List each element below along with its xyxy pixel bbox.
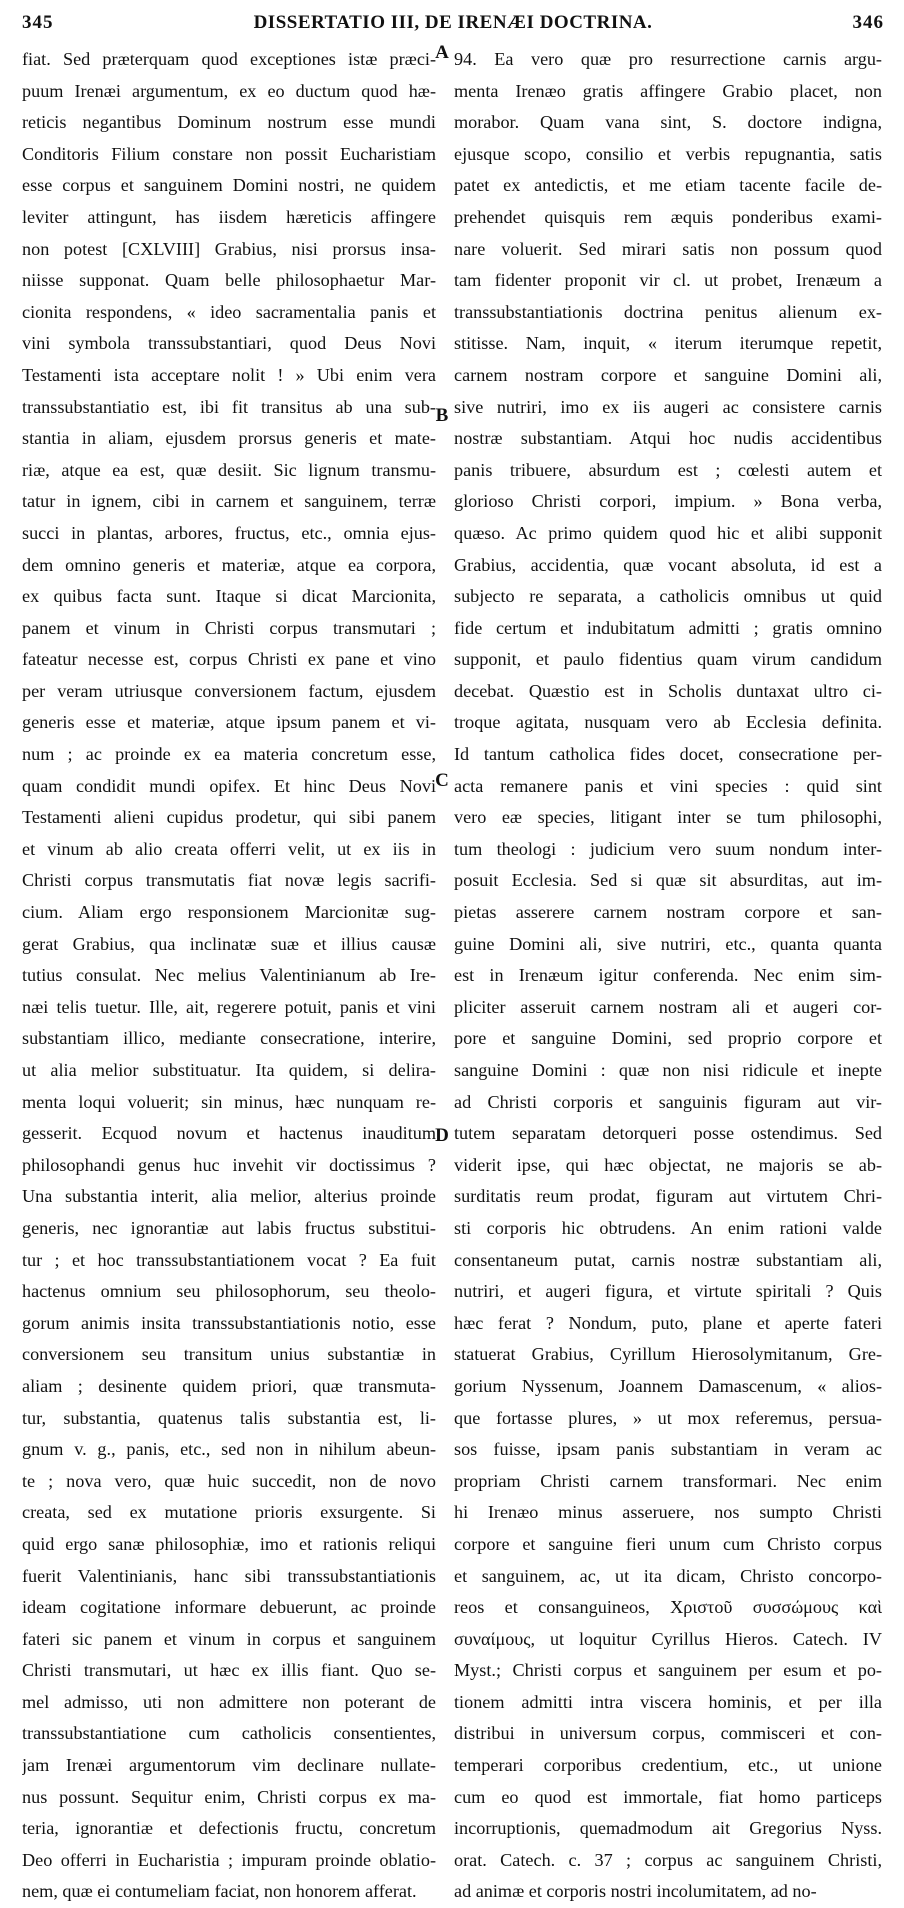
text-line: cium. Aliam ergo responsionem Marcionitæ sug- xyxy=(22,902,436,923)
text-line: substantiam illico, mediante consecratione, interire, xyxy=(22,1028,436,1049)
text-line: menta Irenæo gratis affingere Grabio placet, non xyxy=(454,80,882,101)
text-line: Christi corpus transmutatis fiat novæ legis sacrifi- xyxy=(22,870,436,891)
text-line: tutius consulat. Nec melius Valentinianum ab Ire- xyxy=(22,965,436,986)
text-line: orat. Catech. c. 37 ; corpus ac sanguinem Christi, xyxy=(454,1849,882,1870)
text-line: quid ergo sanæ philosophiæ, imo et rationis reliqui xyxy=(22,1533,436,1554)
text-line: pliciter asseruit carnem nostram ali et augeri cor- xyxy=(454,996,882,1017)
margin-marker-d: D xyxy=(435,1125,449,1146)
text-line: gesserit. Ecquod novum et hactenus inauditum xyxy=(22,1123,436,1144)
text-line: hi Irenæo minus asseruere, nos sumpto Christi xyxy=(454,1502,882,1523)
text-line: stitisse. Nam, inquit, « iterum iterumque repetit, xyxy=(454,333,882,354)
text-line: gorium Nyssenum, Joannem Damascenum, « alios- xyxy=(454,1375,882,1396)
text-line: per veram utriusque conversionem factum, ejusdem xyxy=(22,680,436,701)
text-line: et vinum ab alio creata offerri velit, ut ex iis in xyxy=(22,838,436,859)
text-line: mel admisso, uti non admittere non poterant de xyxy=(22,1691,436,1712)
text-line: ad animæ et corporis nostri incolumitatem, ad no- xyxy=(454,1881,817,1902)
text-line: te ; nova vero, quæ huic succedit, non de novo xyxy=(22,1470,436,1491)
text-line: patet ex antedictis, et me etiam tacente facile de- xyxy=(454,175,882,196)
text-line: Deo offerri in Eucharistia ; impuram proinde oblatio- xyxy=(22,1849,436,1870)
text-line: supponit, et paulo fidentius quam virum candidum xyxy=(454,649,882,670)
text-line: cionita respondens, « ideo sacramentalia panis et xyxy=(22,301,436,322)
text-line: nem, quæ ei contumeliam faciat, non honorem afferat. xyxy=(22,1881,417,1902)
text-line: succi in plantas, arbores, fructus, etc., omnia ejus- xyxy=(22,522,436,543)
text-line: Testamenti alieni cupidus prodetur, qui sibi panem xyxy=(22,807,436,828)
text-line: fide certum et indubitatum admitti ; gratis omnino xyxy=(454,617,882,638)
text-line: fiat. Sed præterquam quod exceptiones istæ præci- xyxy=(22,49,436,69)
text-line: tionem admitti intra viscera hominis, et per illa xyxy=(454,1691,882,1712)
text-line: sive nutriri, imo ex iis augeri ac consistere carnis xyxy=(454,396,882,417)
text-line: que fortasse plures, » ut mox referemus, persua- xyxy=(454,1407,882,1428)
text-line: gerat Grabius, qua inclinatæ suæ et illius causæ xyxy=(22,933,436,954)
text-line: philosophandi genus huc invehit vir doctissimus ? xyxy=(22,1154,436,1175)
page-number-right: 346 xyxy=(852,12,884,33)
text-line: tum theologi : judicium vero suum nondum inter- xyxy=(454,838,882,859)
text-line: gnum v. g., panis, etc., sed non in nihilum abeun- xyxy=(22,1439,436,1460)
text-line: non potest [CXLVIII] Grabius, nisi prorsus insa- xyxy=(22,238,436,259)
margin-marker-b: B xyxy=(435,405,449,426)
running-title: DISSERTATIO III, DE IRENÆI DOCTRINA. xyxy=(253,12,653,33)
text-line: posuit Ecclesia. Sed si quæ sit absurditas, aut im- xyxy=(454,870,882,891)
page-number-left: 345 xyxy=(22,12,54,33)
text-line: subjecto re separata, a catholicis omnibus ut quid xyxy=(454,586,882,607)
text-line: transsubstantiatio est, ibi fit transitus ab una sub- xyxy=(22,396,436,417)
text-line: dem omnino generis et materiæ, atque ea corpora, xyxy=(22,554,436,575)
text-line: hæc ferat ? Nondum, puto, plane et aperte fateri xyxy=(454,1312,882,1333)
text-line: tatur in ignem, cibi in carnem et sanguinem, terræ xyxy=(22,491,436,512)
text-line: Conditoris Filium constare non possit Eucharistiam xyxy=(22,143,436,164)
text-line: ejusque scopo, consilio et verbis repugnantia, satis xyxy=(454,143,882,164)
text-line: Testamenti ista acceptare nolit ! » Ubi enim vera xyxy=(22,364,436,385)
text-line: morabor. Quam vana sint, S. doctore indigna, xyxy=(454,112,882,133)
text-line: nus possunt. Sequitur enim, Christi corpus ex ma- xyxy=(22,1786,436,1807)
text-line: propriam Christi carnem transformari. Nec enim xyxy=(454,1470,882,1491)
text-line: sti corporis hic obtrudens. An enim rationi valde xyxy=(454,1217,882,1238)
text-line: transsubstantiatione cum catholicis consentientes, xyxy=(22,1723,436,1744)
text-line: panem et vinum in Christi corpus transmutari ; xyxy=(22,617,436,638)
text-line: tam fidenter proponit vir cl. ut probet, Irenæum a xyxy=(454,270,882,291)
text-line: creata, sed ex mutatione prioris exsurgente. Si xyxy=(22,1502,436,1523)
text-line: stantia in aliam, ejusdem prorsus generis et mate- xyxy=(22,428,436,449)
text-line: et sanguinem, ac, ut ita dicam, Christo concorpo- xyxy=(454,1565,882,1586)
right-column xyxy=(454,44,882,1908)
text-line: ideam cogitatione informare debuerunt, ac proinde xyxy=(22,1597,436,1618)
text-line: panis tribuere, absurdum est ; cœlesti autem et xyxy=(454,459,882,480)
text-line: nostræ substantiam. Atqui hoc nudis accidentibus xyxy=(454,428,882,449)
text-line: reos et consanguineos, Χριστοῦ συσσώμους καὶ xyxy=(454,1597,882,1618)
margin-marker-c: C xyxy=(435,770,449,791)
text-line: riæ, atque ea est, quæ desiit. Sic lignum transmu- xyxy=(22,459,436,480)
text-line: hactenus omnium seu philosophorum, seu theolo- xyxy=(22,1281,436,1302)
text-line: nutriri, et augeri figura, et virtute spiritali ? Quis xyxy=(454,1281,882,1302)
text-line: Myst.; Christi corpus et sanguinem per esum et po- xyxy=(454,1660,882,1681)
text-line: troque agitata, nusquam vero ab Ecclesia definita. xyxy=(454,712,882,733)
text-line: fateri sic panem et vinum in corpus et sanguinem xyxy=(22,1628,436,1649)
text-line: næi telis tuetur. Ille, ait, regerere potuit, panis et vini xyxy=(22,996,436,1017)
text-line: quæso. Ac primo quidem quod hic et alibi supponit xyxy=(454,522,882,543)
text-line: pietas asserere carnem nostram corpore et san- xyxy=(454,902,882,923)
text-line: tutem separatam detorqueri posse ostendimus. Sed xyxy=(454,1123,882,1144)
left-column xyxy=(22,44,436,1908)
text-line: menta loqui voluerit; sin minus, hæc nunquam re- xyxy=(22,1091,436,1112)
text-line: temperari corporibus credentium, etc., ut unione xyxy=(454,1755,882,1776)
text-line: Id tantum catholica fides docet, consecratione per- xyxy=(454,744,882,765)
text-line: prehendet quisquis rem æquis ponderibus exami- xyxy=(454,206,882,227)
text-line: Una substantia interit, alia melior, alterius proinde xyxy=(22,1186,436,1207)
text-line: generis, nec ignorantiæ aut labis fructus substitui- xyxy=(22,1217,436,1238)
text-line: gorum animis insita transsubstantiationis notio, esse xyxy=(22,1312,436,1333)
text-line: jam Irenæi argumentorum vim declinare nullate- xyxy=(22,1755,436,1776)
text-line: decebat. Quæstio est in Scholis duntaxat ultro ci- xyxy=(454,680,882,701)
text-line: transsubstantiationis doctrina penitus alienum ex- xyxy=(454,301,882,322)
page-header xyxy=(22,12,884,42)
text-line: leviter attingunt, has iisdem hæreticis affingere xyxy=(22,206,436,227)
text-line: Christi transmutari, ut hæc ex illis fiant. Quo se- xyxy=(22,1660,436,1681)
text-line: carnem nostram corpore et sanguine Domini ali, xyxy=(454,364,882,385)
text-line: num ; ac proinde ex ea materia concretum esse, xyxy=(22,744,436,765)
text-line: distribui in universum corpus, commisceri et con- xyxy=(454,1723,882,1744)
text-line: sanguine Domini : quæ non nisi ridicule et inepte xyxy=(454,1060,882,1080)
text-line: consentaneum putat, carnis nostræ substantiam ali, xyxy=(454,1249,882,1270)
text-line: sos fuisse, ipsam panis substantiam in veram ac xyxy=(454,1439,882,1460)
text-line: teria, ignorantiæ et defectionis fructu, concretum xyxy=(22,1818,436,1839)
text-line: tur, substantia, quatenus talis substantia est, li- xyxy=(22,1407,436,1428)
text-line: statuerat Grabius, Cyrillum Hierosolymitanum, Gre- xyxy=(454,1344,882,1365)
text-line: surditatis reum prodat, figuram aut virtutem Chri- xyxy=(454,1186,882,1207)
text-line: niisse supponat. Quam belle philosophaetur Mar- xyxy=(22,270,436,291)
text-line: guine Domini ali, sive nutriri, etc., quanta quanta xyxy=(454,933,882,954)
text-line: ad Christi corporis et sanguinis figuram aut vir- xyxy=(454,1091,882,1112)
text-line: fuerit Valentinianis, hanc sibi transsubstantiationis xyxy=(22,1565,436,1586)
text-line: corpore et sanguine fieri unum cum Christo corpus xyxy=(454,1533,882,1554)
text-line: esse corpus et sanguinem Domini nostri, ne quidem xyxy=(22,175,436,196)
text-line: vero eæ species, litigant inter se tum philosophi, xyxy=(454,807,882,828)
text-line: nare voluerit. Sed mirari satis non possum quod xyxy=(454,238,882,259)
text-line: incorruptionis, quemadmodum ait Gregorius Nyss. xyxy=(454,1818,882,1839)
margin-marker-a: A xyxy=(435,42,449,63)
text-line: acta remanere panis et vini species : quid sint xyxy=(454,775,882,796)
text-line: conversionem seu transitum unius substantiæ in xyxy=(22,1344,436,1365)
text-line: puum Irenæi argumentum, ex eo ductum quod hæ- xyxy=(22,80,436,101)
text-line: ex quibus facta sunt. Itaque si dicat Marcionita, xyxy=(22,586,436,607)
text-line: quam condidit mundi opifex. Et hinc Deus Novi xyxy=(22,775,436,796)
text-line: viderit ipse, qui hæc objectat, ne majoris se ab- xyxy=(454,1154,882,1175)
text-line: cum eo quod est immortale, fiat homo particeps xyxy=(454,1786,882,1807)
text-line: glorioso Christi corpori, impium. » Bona verba, xyxy=(454,491,882,512)
text-line: 94. Ea vero quæ pro resurrectione carnis argu- xyxy=(454,49,882,69)
text-line: συναίμους, ut loquitur Cyrillus Hieros. Catech. IV xyxy=(454,1628,882,1649)
text-line: est in Irenæum igitur conferenda. Nec enim sim- xyxy=(454,965,882,986)
text-line: reticis negantibus Dominum nostrum esse mundi xyxy=(22,112,436,133)
text-line: Grabius, accidentia, quæ vocant absoluta, id est a xyxy=(454,554,882,575)
text-line: ut alia melior substituatur. Ita quidem, si delira- xyxy=(22,1060,436,1080)
text-line: aliam ; desinente quidem priori, quæ transmuta- xyxy=(22,1375,436,1396)
text-line: pore et sanguine Domini, sed proprio corpore et xyxy=(454,1028,882,1049)
text-line: tur ; et hoc transsubstantiationem vocat ? Ea fuit xyxy=(22,1249,436,1270)
text-line: vini symbola transsubstantiari, quod Deus Novi xyxy=(22,333,436,354)
text-line: generis esse et materiæ, atque ipsum panem et vi- xyxy=(22,712,436,733)
text-line: fateatur necesse est, corpus Christi ex pane et vino xyxy=(22,649,436,670)
